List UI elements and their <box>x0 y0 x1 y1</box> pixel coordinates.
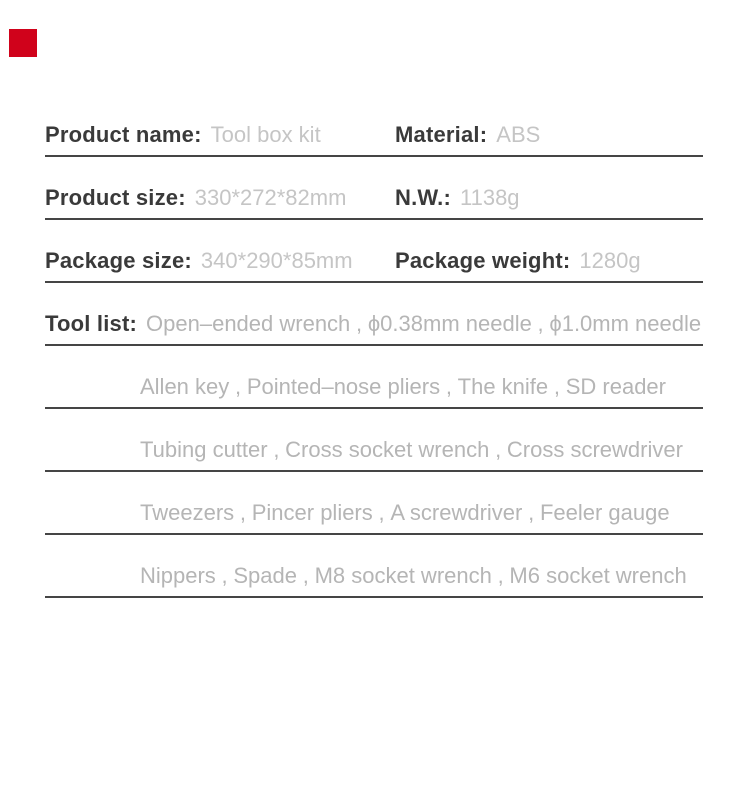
net-weight-label: N.W.: <box>395 184 451 210</box>
material-label: Material: <box>395 121 488 147</box>
product-size-label: Product size: <box>45 184 186 210</box>
spec-row-package-size <box>45 220 703 283</box>
tool-list-row-2 <box>45 346 703 409</box>
material-value: ABS <box>496 121 541 147</box>
tool-list-line: Tubing cutter , Cross socket wrench , Cross screwdriver <box>140 436 683 462</box>
red-square-mark <box>9 29 37 57</box>
package-size-value: 340*290*85mm <box>200 247 353 273</box>
package-weight-label: Package weight: <box>395 247 571 273</box>
product-name-label: Product name: <box>45 121 202 147</box>
net-weight-value: 1138g <box>460 184 520 210</box>
spec-cell <box>395 185 703 211</box>
spec-cell <box>45 248 395 274</box>
tool-list-row-1 <box>45 283 703 346</box>
spec-row-product-name <box>45 94 703 157</box>
tool-list-line: Nippers , Spade , M8 socket wrench , M6 socket wrench <box>140 562 687 588</box>
package-size-label: Package size: <box>45 247 192 273</box>
product-size-value: 330*272*82mm <box>194 184 347 210</box>
spec-row-product-size <box>45 157 703 220</box>
tool-list-row-3 <box>45 409 703 472</box>
spec-cell <box>45 185 395 211</box>
spec-table <box>45 94 703 598</box>
package-weight-value: 1280g <box>579 247 641 273</box>
tool-list-row-5 <box>45 535 703 598</box>
spec-cell <box>395 248 703 274</box>
product-name-value: Tool box kit <box>210 121 321 147</box>
tool-list-line: Tweezers , Pincer pliers , A screwdriver , Feeler gauge <box>140 499 670 525</box>
tool-list-label: Tool list: <box>45 310 138 336</box>
tool-list-row-4 <box>45 472 703 535</box>
tool-list-line: Open–ended wrench , ϕ0.38mm needle , ϕ1.0mm needle <box>146 310 702 336</box>
tool-list-line: Allen key , Pointed–nose pliers , The knife , SD reader <box>140 373 666 399</box>
spec-cell <box>45 122 395 148</box>
spec-cell <box>395 122 703 148</box>
